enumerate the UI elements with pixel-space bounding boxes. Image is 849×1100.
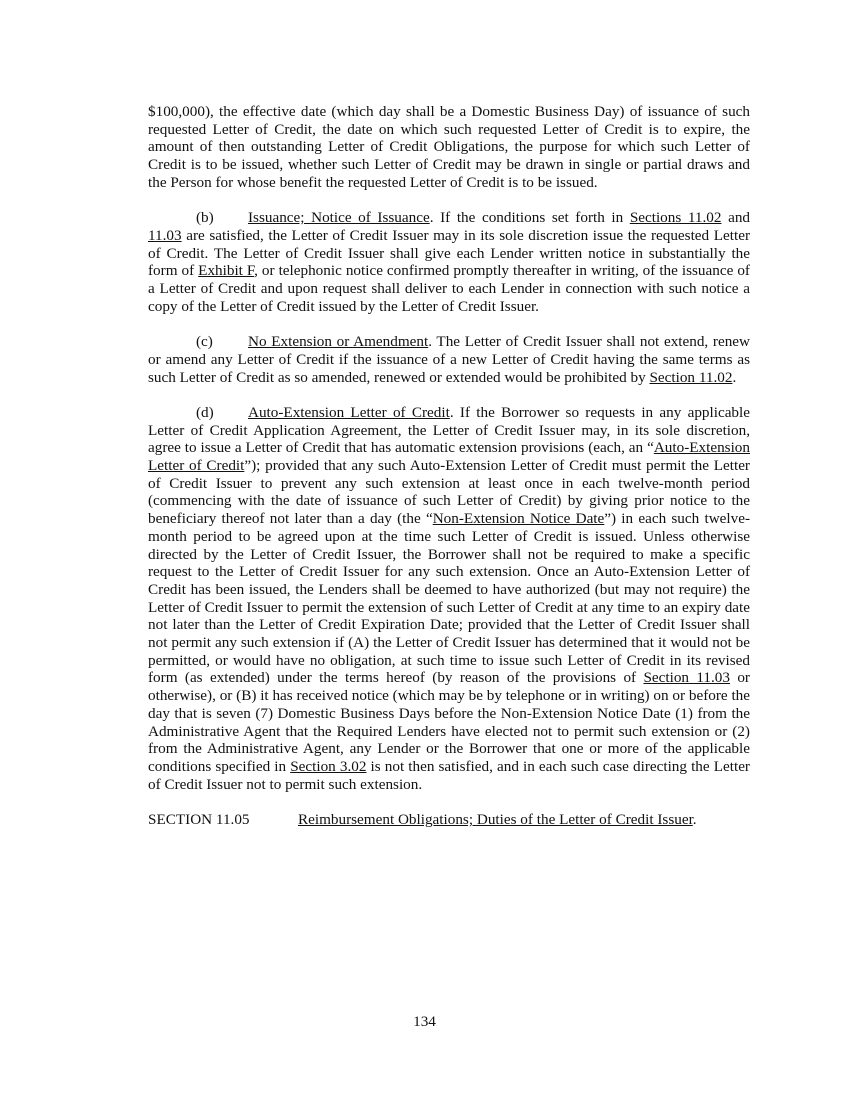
defined-term: Non-Extension Notice Date [432,510,605,528]
text-run: ”) in each such twelve-month period to be agreed upon at the time such Letter of Credit is issued. Unless otherwise directed by the Letter of Credit Issuer, the Borrower shall not be required to make a specific request to the Letter of Credit Issuer for any such extension. Once an Auto-Extension Letter of Credit has been issued, the Lenders shall be deemed to have authorized (but may not require) the Letter of Credit Issuer to permit the extension of such Letter of Credit at any time to an expiry date not later than the Letter of Credit Expiration Date; provided that the Letter of Credit Issuer shall not permit any such extension if (A) the Letter of Credit Issuer has determined that it would not be permitted, or would have no obligation, at such time to issue such Letter of Credit in its revised form (as extended) under the terms hereof (by reason of the provisions of [148,510,751,687]
cross-reference: Exhibit F [198,262,255,280]
paragraph-b [148,209,750,315]
text-run: is not then satisfied, and in each such case directing the Letter of Credit Issuer not to permit such extension. [148,757,750,793]
cross-reference: Section 11.03 [643,669,730,687]
defined-term: Auto-Extension Letter of Credit [148,439,750,475]
cross-reference: Sections 11.02 [629,209,722,227]
clause-heading-d: Auto-Extension Letter of Credit [248,403,450,421]
paragraph-c [148,333,750,386]
clause-heading-c: No Extension or Amendment [248,333,429,351]
section-number: SECTION 11.05 [148,811,250,829]
text-run: ”); provided that any such Auto-Extension Letter of Credit must permit the Letter of Credit Issuer to prevent any such extension at least once in each twelve-month period (commencing with the date of issuance of such Letter of Credit) by giving prior notice to the beneficiary thereof not later than a day (the “ [148,457,750,528]
text-run: . [732,368,737,386]
text-run: . If the conditions set forth in [429,209,630,227]
clause-label-b: (b) [196,209,214,227]
section-heading [148,811,750,829]
clause-label-d: (d) [196,403,214,421]
clause-heading-b: Issuance; Notice of Issuance [248,209,430,227]
text-run: , or telephonic notice confirmed promptly thereafter in writing, of the issuance of a Letter of Credit and upon request shall deliver to each Lender in connection with such notice a copy of the Letter of Credit issued by the Letter of Credit Issuer. [148,262,750,315]
text-run: are satisfied, the Letter of Credit Issuer may in its sole discretion issue the requested Letter of Credit. The Letter of Credit Issuer shall give each Lender written notice in substantially the form of [148,226,750,280]
section-title: Reimbursement Obligations; Duties of the Letter of Credit Issuer [298,811,693,829]
section-title-period: . [692,811,697,829]
text-run: . If the Borrower so requests in any applicable Letter of Credit Application Agreement, the Letter of Credit Issuer may, in its sole discretion, agree to issue a Letter of Credit that has automatic extension provisions (each, an “ [148,403,750,457]
text-run: or otherwise), or (B) it has received notice (which may be by telephone or in writing) on or before the day that is seven (7) Domestic Business Days before the Non-Extension Notice Date (1) from the Administrative Agent that the Required Lenders have elected not to permit such extension or (2) from the Administrative Agent, any Lender or the Borrower that one or more of the applicable conditions specified in [148,669,750,775]
clause-label-c: (c) [196,333,213,351]
cross-reference: Section 3.02 [290,757,367,775]
paragraph-continuation: $100,000), the effective date (which day shall be a Domestic Business Day) of issuance of such requested Letter of Credit, the date on which such requested Letter of Credit is to expire, the amount of then outstanding Letter of Credit Obligations, the purpose for which such Letter of Credit is to be issued, whether such Letter of Credit may be drawn in single or partial draws and the Person for whose benefit the requested Letter of Credit is to be issued. [148,103,750,191]
text-run: and [721,209,751,227]
text-run: . The Letter of Credit Issuer shall not extend, renew or amend any Letter of Credit if the issuance of a new Letter of Credit having the same terms as such Letter of Credit as so amended, renewed or extended would be prohibited by [148,333,750,386]
document-page [148,103,750,829]
paragraph-d [148,404,750,793]
page-number: 134 [413,1013,436,1030]
cross-reference: Section 11.02 [649,368,733,386]
cross-reference: 11.03 [148,226,182,244]
